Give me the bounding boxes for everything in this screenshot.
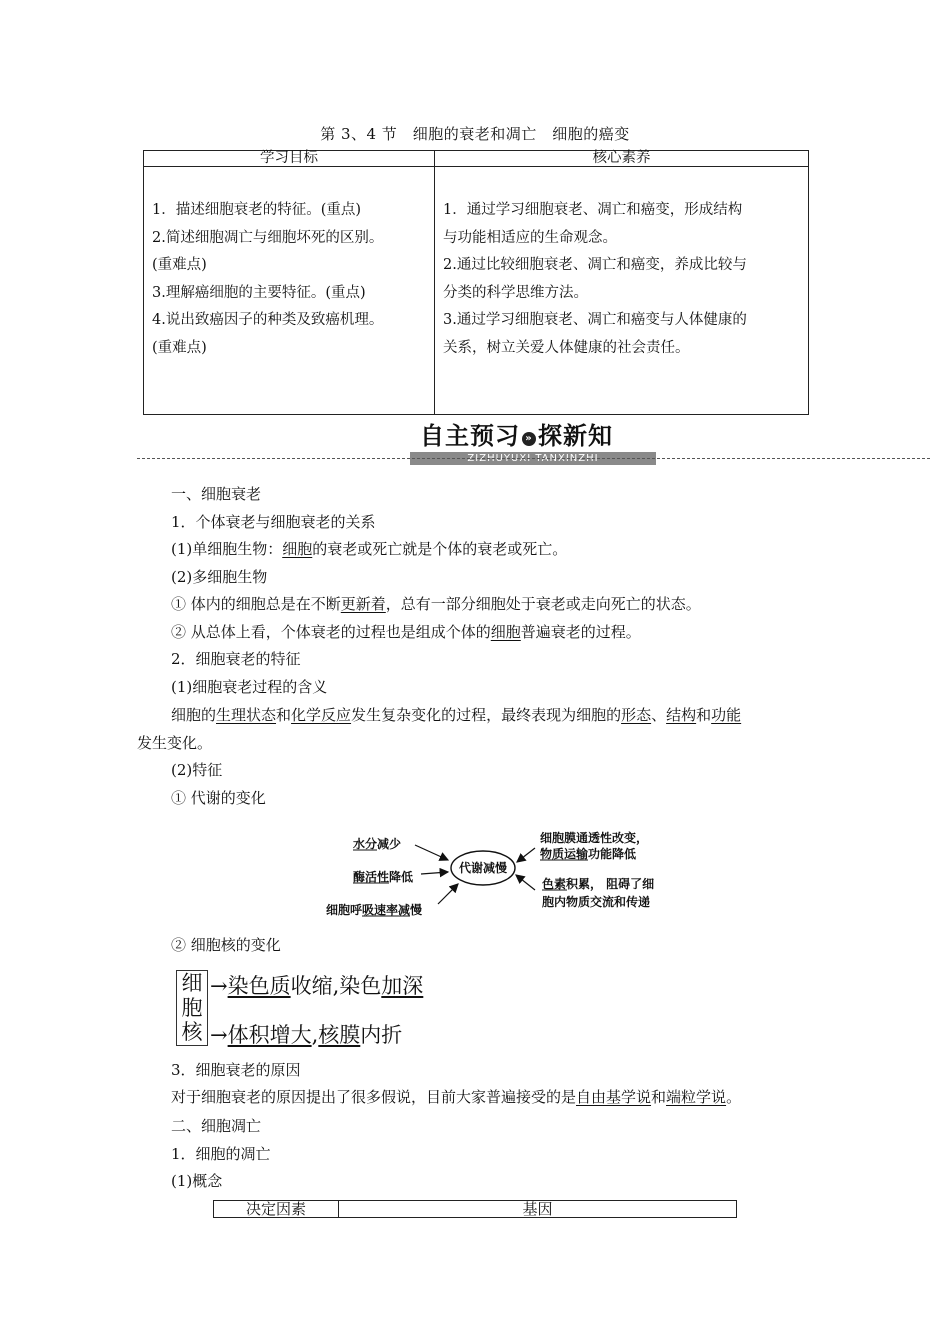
paragraph: 发生变化。 xyxy=(137,734,213,752)
text-span: ① 体内的细胞总是在不断 xyxy=(171,595,341,613)
dashed-divider xyxy=(137,458,930,459)
nucleus-changes xyxy=(176,970,476,1050)
box-char: 细 xyxy=(181,971,203,995)
section-heading: 二、细胞凋亡 xyxy=(171,1117,262,1135)
core-literacy-line: 分类的科学思维方法。 xyxy=(443,284,588,301)
learning-goal-line: 2.简述细胞凋亡与细胞坏死的区别。 xyxy=(152,229,384,246)
left-label-1: 水分减少 xyxy=(353,837,402,851)
answer-blank: 结构 xyxy=(666,706,697,724)
paragraph xyxy=(171,705,741,725)
core-literacy-line: 3.通过学习细胞衰老、凋亡和癌变与人体健康的 xyxy=(443,312,747,329)
left-label-2: 酶活性降低 xyxy=(353,870,414,884)
goals-table xyxy=(143,150,809,415)
section-heading: 一、细胞衰老 xyxy=(171,485,262,503)
text-span: 发生复杂变化的过程，最终表现为细胞的 xyxy=(351,706,622,724)
right-label-1b: 物质运输功能降低 xyxy=(540,847,637,861)
text-span: 。 xyxy=(726,1088,742,1106)
banner-right-text: 探新知 xyxy=(538,422,613,450)
nucleus-change-line xyxy=(210,973,423,999)
arrow-right-icon: → xyxy=(210,1023,228,1047)
subsection-heading: 3．细胞衰老的原因 xyxy=(171,1061,301,1079)
text-span: 收缩,染色 xyxy=(290,974,382,998)
arrow xyxy=(438,884,458,904)
paragraph xyxy=(171,594,701,614)
answer-blank: 功能 xyxy=(711,706,742,724)
answer-blank: 细胞 xyxy=(282,540,313,558)
text-span: 和 xyxy=(651,1088,667,1106)
learning-goals-cell xyxy=(144,167,435,415)
banner-left-text: 自主预习 xyxy=(420,422,520,450)
answer-blank: 染色质 xyxy=(227,974,291,998)
answer-blank: 细胞 xyxy=(490,623,521,641)
answer-blank: 自由基学说 xyxy=(576,1088,652,1106)
arrow xyxy=(415,845,448,860)
learning-goal-line: (重难点) xyxy=(152,257,207,274)
text-span: 内折 xyxy=(360,1023,403,1047)
text-span: ② 从总体上看，个体衰老的过程也是组成个体的 xyxy=(171,623,491,641)
learning-goal-line: 3.理解癌细胞的主要特征。(重点) xyxy=(152,284,366,301)
banner-subtitle: ZIZHUYUXI TANXINZHI xyxy=(410,452,656,465)
right-label-1a: 细胞膜通透性改变， xyxy=(540,831,649,845)
core-literacy-line: 与功能相适应的生命观念。 xyxy=(443,229,617,246)
paragraph xyxy=(171,539,567,559)
text-span: 和 xyxy=(696,706,712,724)
core-literacy-line: 2.通过比较细胞衰老、凋亡和癌变，养成比较与 xyxy=(443,257,747,274)
text-span: 对于细胞衰老的原因提出了很多假说，目前大家普遍接受的是 xyxy=(171,1088,577,1106)
banner-title xyxy=(420,422,658,450)
text-span: 细胞的 xyxy=(171,706,217,724)
paragraph xyxy=(171,622,641,642)
core-literacy-cell xyxy=(435,167,809,415)
learning-goal-line: 1．描述细胞衰老的特征。(重点) xyxy=(152,202,362,218)
answer-blank: 加深 xyxy=(381,974,424,998)
paragraph: (2)多细胞生物 xyxy=(171,568,268,586)
text-span: (1)单细胞生物： xyxy=(171,540,283,558)
core-literacy-line: 关系，树立关爱人体健康的社会责任。 xyxy=(443,339,690,356)
page-title: 第 3、4 节 细胞的衰老和凋亡 细胞的癌变 xyxy=(320,125,630,143)
chevron-right-icon: » xyxy=(522,432,536,446)
arrow xyxy=(421,872,448,874)
nucleus-change-line xyxy=(210,1022,402,1048)
answer-blank: 更新着 xyxy=(340,595,386,613)
text-span: 、 xyxy=(651,706,667,724)
answer-blank: 体积增大 xyxy=(227,1023,312,1047)
paragraph: (1)概念 xyxy=(171,1172,223,1190)
goals-header-core: 核心素养 xyxy=(435,151,809,167)
answer-blank: 生理状态 xyxy=(216,706,277,724)
paragraph: (1)细胞衰老过程的含义 xyxy=(171,678,328,696)
arrow xyxy=(516,875,535,890)
metabolism-diagram xyxy=(320,818,680,928)
center-label: 代谢减慢 xyxy=(458,861,508,875)
box-char: 核 xyxy=(181,1020,203,1044)
text-span: 普遍衰老的过程。 xyxy=(520,623,641,641)
paragraph: ② 细胞核的变化 xyxy=(171,936,281,954)
subsection-heading: 2．细胞衰老的特征 xyxy=(171,650,301,668)
learning-goal-line: 4.说出致癌因子的种类及致癌机理。 xyxy=(152,312,384,329)
text-span: , xyxy=(311,1023,319,1047)
subsection-heading: 1．个体衰老与细胞衰老的关系 xyxy=(171,513,376,531)
right-label-2a: 色素积累， 阻碍了细 xyxy=(542,877,655,891)
text-span: 和 xyxy=(276,706,292,724)
nucleus-label-box xyxy=(176,970,208,1046)
answer-blank: 端粒学说 xyxy=(666,1088,727,1106)
concept-key: 决定因素 xyxy=(214,1201,339,1218)
concept-value: 基因 xyxy=(339,1201,737,1218)
subsection-heading: 1．细胞的凋亡 xyxy=(171,1145,271,1163)
paragraph: (2)特征 xyxy=(171,761,223,779)
core-literacy-line: 1．通过学习细胞衰老、凋亡和癌变，形成结构 xyxy=(443,202,743,218)
box-char: 胞 xyxy=(181,995,203,1020)
arrow-right-icon: → xyxy=(210,974,228,998)
arrow xyxy=(517,848,535,862)
paragraph xyxy=(171,1087,741,1107)
concept-table xyxy=(213,1200,737,1218)
paragraph: ① 代谢的变化 xyxy=(171,789,266,807)
text-span: ，总有一部分细胞处于衰老或走向死亡的状态。 xyxy=(385,595,701,613)
left-label-3: 细胞呼吸速率减慢 xyxy=(326,903,423,917)
answer-blank: 形态 xyxy=(621,706,652,724)
text-span: 的衰老或死亡就是个体的衰老或死亡。 xyxy=(312,540,568,558)
right-label-2b: 胞内物质交流和传递 xyxy=(542,895,651,909)
answer-blank: 核膜 xyxy=(318,1023,361,1047)
goals-header-learning: 学习目标 xyxy=(144,151,435,167)
answer-blank: 化学反应 xyxy=(291,706,352,724)
learning-goal-line: (重难点) xyxy=(152,339,207,356)
